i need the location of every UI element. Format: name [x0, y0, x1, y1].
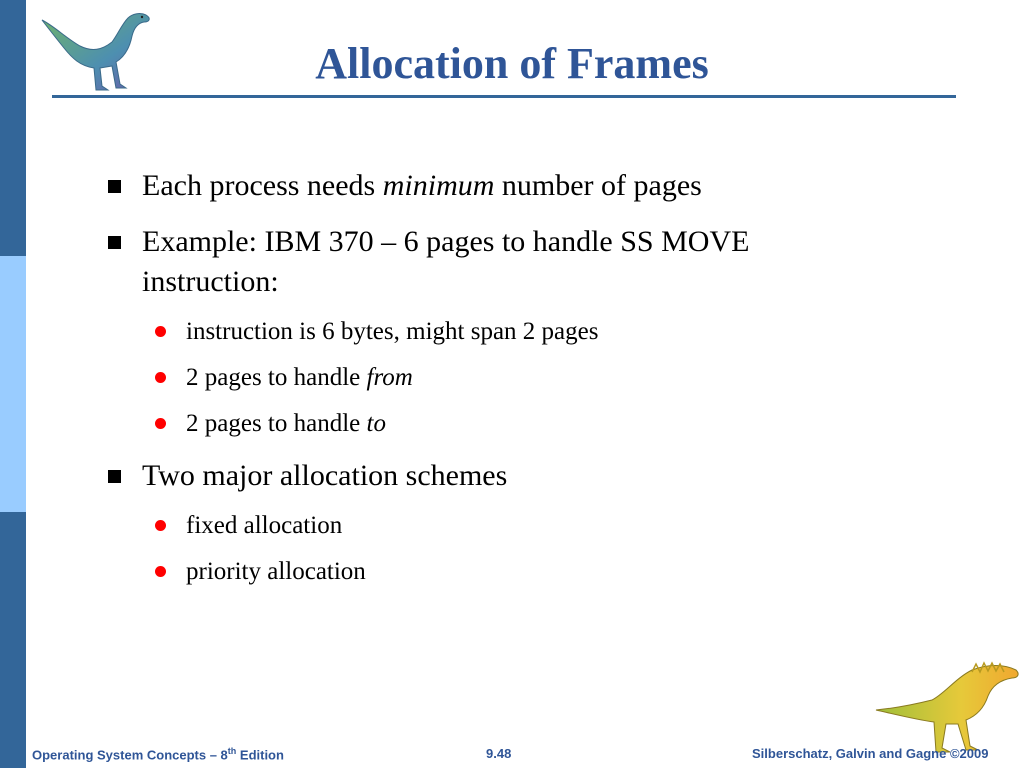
- square-bullet-icon: [108, 236, 121, 249]
- round-bullet-icon: [155, 372, 166, 383]
- round-bullet-icon: [155, 566, 166, 577]
- sub-bullet-text: fixed allocation: [186, 512, 343, 539]
- sub-bullet-text: priority allocation: [186, 558, 366, 585]
- sub-bullet-item: [186, 556, 366, 588]
- bullet-emphasis: minimum: [382, 169, 495, 202]
- footer-book-title: Operating System Concepts – 8th Edition: [32, 746, 284, 763]
- bullet-text: Example: IBM 370 – 6 pages to handle SS MOVE: [142, 225, 750, 258]
- bullet-text: Each process needs: [142, 169, 383, 202]
- bullet-text-continued: instruction:: [142, 265, 279, 298]
- sub-bullet-text: 2 pages to handle: [186, 410, 367, 437]
- bullet-item: [142, 456, 507, 496]
- bullet-text: number of pages: [494, 169, 702, 202]
- sub-bullet-text: 2 pages to handle: [186, 364, 367, 391]
- round-bullet-icon: [155, 418, 166, 429]
- square-bullet-icon: [108, 180, 121, 193]
- sub-bullet-text: instruction is 6 bytes, might span 2 pages: [186, 318, 599, 345]
- footer-authors: Silberschatz, Galvin and Gagne ©2009: [752, 746, 989, 761]
- square-bullet-icon: [108, 470, 121, 483]
- sub-bullet-item: [186, 362, 413, 394]
- sub-bullet-emphasis: to: [366, 410, 386, 437]
- sub-bullet-item: [186, 316, 598, 348]
- bullet-item: [142, 222, 749, 302]
- footer-page-number: 9.48: [486, 746, 512, 761]
- bullet-text: Two major allocation schemes: [142, 459, 508, 492]
- page-title: Allocation of Frames: [315, 39, 709, 88]
- round-bullet-icon: [155, 520, 166, 531]
- dinosaur-logo-bottom: [872, 660, 1022, 755]
- sub-bullet-emphasis: from: [366, 364, 413, 391]
- sub-bullet-item: [186, 408, 386, 440]
- round-bullet-icon: [155, 326, 166, 337]
- bullet-item: [142, 166, 702, 206]
- sub-bullet-item: [186, 510, 342, 542]
